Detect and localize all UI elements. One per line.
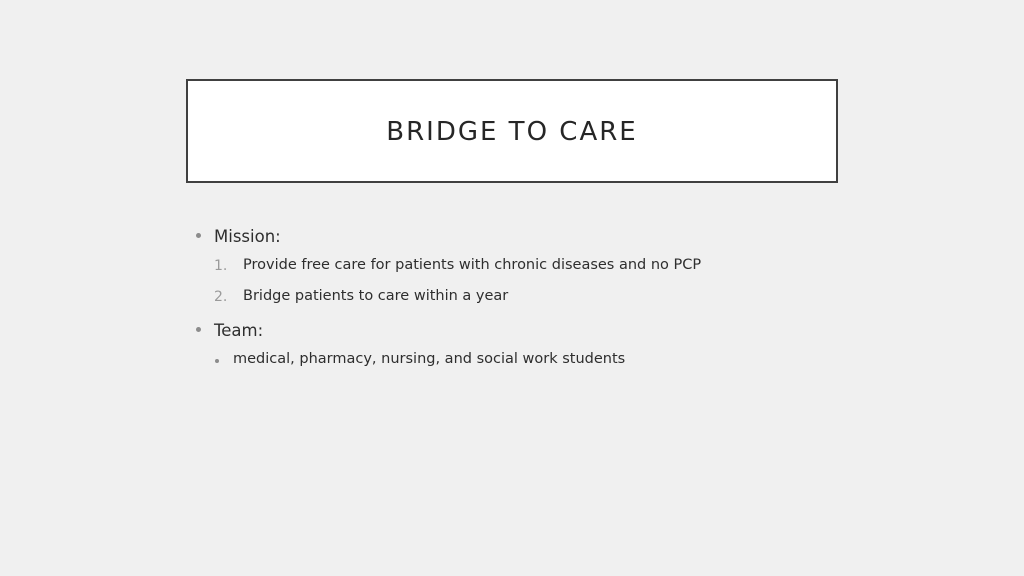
- bullet-dot-icon: [196, 327, 201, 332]
- bullet-label-team: Team:: [214, 321, 264, 340]
- team-item-1: [196, 348, 896, 379]
- bullet-team: [196, 316, 896, 348]
- list-item-text: Bridge patients to care within a year: [243, 288, 509, 304]
- title-box: [186, 79, 838, 183]
- list-item-text: medical, pharmacy, nursing, and social work students: [233, 351, 626, 367]
- sub-bullet-dot-icon: [215, 359, 219, 363]
- list-item-text: Provide free care for patients with chronic diseases and no PCP: [243, 257, 702, 273]
- list-number: 1.: [214, 258, 228, 274]
- slide-content: [196, 222, 896, 379]
- mission-item-1: [196, 254, 896, 285]
- slide-title: BRIDGE TO CARE: [386, 117, 638, 147]
- bullet-label-mission: Mission:: [214, 227, 281, 246]
- list-number: 2.: [214, 289, 228, 305]
- mission-item-2: [196, 285, 896, 316]
- bullet-dot-icon: [196, 233, 201, 238]
- bullet-mission: [196, 222, 896, 254]
